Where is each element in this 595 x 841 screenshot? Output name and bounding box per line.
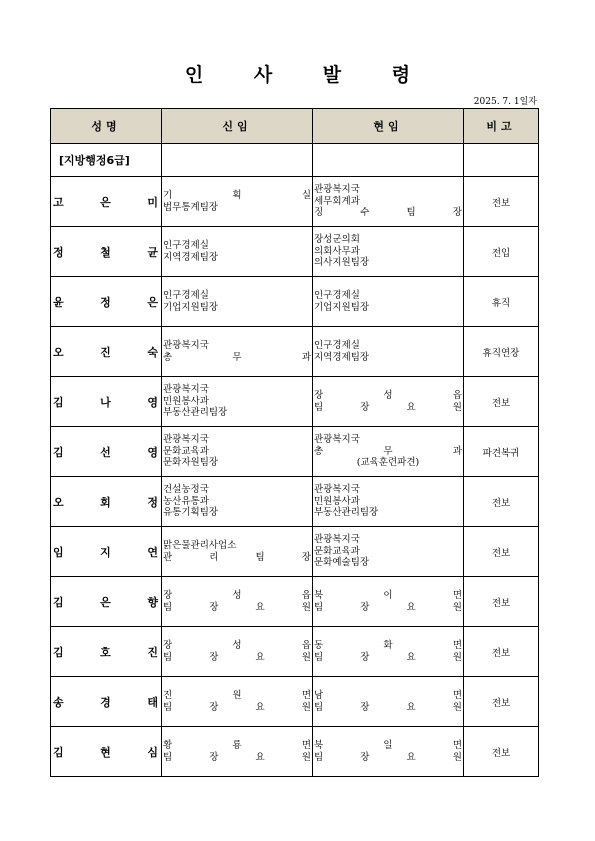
- new-position-line: 팀 장 요 원: [163, 651, 311, 663]
- table-row: [51, 677, 539, 727]
- current-position-line: 팀 장 요 원: [314, 751, 462, 763]
- table-row: [51, 327, 539, 377]
- note-cell: 전보: [464, 527, 539, 577]
- current-position-cell: [313, 377, 464, 427]
- person-name-cell: [51, 577, 162, 627]
- current-position-cell: [313, 677, 464, 727]
- person-name-char: 나: [100, 395, 111, 409]
- note-cell: 전입: [464, 227, 539, 277]
- person-name-char: 은: [147, 295, 158, 309]
- new-position-line: 기 획 실: [163, 190, 311, 201]
- current-position-cell: [313, 727, 464, 777]
- person-name-char: 향: [147, 595, 158, 609]
- new-position-line: 관광복지국: [163, 340, 209, 351]
- person-name-cell: [51, 277, 162, 327]
- note-cell: 휴직연장: [464, 327, 539, 377]
- new-position-line: 팀 장 요 원: [163, 751, 311, 763]
- note-cell: 휴직: [464, 277, 539, 327]
- new-position-line: 인구경제실: [163, 290, 209, 301]
- person-name-cell: [51, 427, 162, 477]
- person-name-char: 지: [100, 545, 111, 559]
- current-position-cell: [313, 227, 464, 277]
- new-position-line: 장 성 읍: [163, 590, 311, 601]
- current-position-line: 의사지원팀장: [314, 257, 370, 269]
- new-position-line: 유통기획팀장: [163, 507, 219, 519]
- person-name-char: 회: [100, 495, 111, 509]
- new-position-line: 기업지원팀장: [163, 301, 219, 313]
- person-name-char: 김: [53, 445, 64, 459]
- person-name-char: 은: [100, 595, 111, 609]
- new-position-line: 관광복지국: [163, 384, 209, 396]
- table-row: [51, 177, 539, 227]
- person-name: [51, 294, 161, 310]
- person-name-cell: [51, 477, 162, 527]
- new-position-line: 문화교육과: [163, 445, 209, 457]
- current-position-cell: [313, 277, 464, 327]
- person-name-char: 영: [147, 445, 158, 459]
- current-position-line: 문화예술팀장: [314, 557, 370, 569]
- current-position-line: 징 수 팀 장: [314, 207, 462, 219]
- person-name-char: 진: [147, 645, 158, 659]
- person-name-char: 정: [147, 495, 158, 509]
- person-name-char: 호: [100, 645, 111, 659]
- current-position-cell: [313, 577, 464, 627]
- table-row: [51, 727, 539, 777]
- person-name-cell: [51, 727, 162, 777]
- current-position-cell: [313, 177, 464, 227]
- person-name-char: 철: [100, 245, 111, 259]
- table-row: [51, 577, 539, 627]
- person-name-cell: [51, 527, 162, 577]
- current-position-line: 기업지원팀장: [314, 301, 370, 313]
- new-position-line: 맑은물관리사업소: [163, 540, 237, 551]
- person-name-char: 오: [53, 345, 64, 359]
- current-position-line: 팀 장 요 원: [314, 401, 462, 413]
- note-cell: 전보: [464, 177, 539, 227]
- note-cell: 전보: [464, 577, 539, 627]
- new-position-line: 관광복지국: [163, 434, 209, 446]
- person-name-char: 미: [147, 195, 158, 209]
- person-name-char: 현: [100, 745, 111, 759]
- person-name-char: 연: [147, 545, 158, 559]
- current-position-line: 북 이 면: [314, 590, 462, 601]
- new-position-line: 황 룡 면: [163, 740, 311, 751]
- current-position-line: 장성군의회: [314, 234, 360, 246]
- new-position-line: 팀 장 요 원: [163, 601, 311, 613]
- person-name-char: 진: [100, 345, 111, 359]
- person-name: [51, 344, 161, 360]
- current-position-line: 관광복지국: [314, 484, 360, 496]
- current-position-cell: [313, 327, 464, 377]
- person-name-cell: [51, 177, 162, 227]
- person-name-char: 김: [53, 645, 64, 659]
- table-row: [51, 227, 539, 277]
- person-name-cell: [51, 377, 162, 427]
- document-title: 인 사 발 령: [184, 64, 433, 86]
- new-position-line: 부동산관리팀장: [163, 407, 228, 419]
- note-cell: 전보: [464, 377, 539, 427]
- current-position-line: 팀 장 요 원: [314, 701, 462, 713]
- person-name: [51, 744, 161, 760]
- current-position-line: 의회사무과: [314, 245, 360, 257]
- new-position-line: 장 성 읍: [163, 640, 311, 651]
- person-name-char: 심: [147, 745, 158, 759]
- new-position-line: 건설농정국: [163, 484, 209, 496]
- new-position-cell: [162, 727, 313, 777]
- new-position-cell: [162, 177, 313, 227]
- person-name-char: 선: [100, 445, 111, 459]
- current-position-line: 문화교육과: [314, 545, 360, 557]
- new-position-line: 농산유통과: [163, 495, 209, 507]
- current-position-line: 지역경제팀장: [314, 351, 370, 363]
- person-name-char: 김: [53, 595, 64, 609]
- person-name-char: 윤: [53, 295, 64, 309]
- person-name-cell: [51, 677, 162, 727]
- current-position-line: 인구경제실: [314, 340, 360, 351]
- person-name: [51, 444, 161, 460]
- person-name: [51, 244, 161, 260]
- person-name-char: 임: [53, 545, 64, 559]
- current-position-line: 관광복지국: [314, 434, 360, 446]
- current-position-line: 북 일 면: [314, 740, 462, 751]
- category-label: [지방행정6급]: [51, 144, 162, 177]
- note-cell: 전보: [464, 677, 539, 727]
- header-name: 성명: [51, 109, 162, 144]
- new-position-cell: [162, 577, 313, 627]
- person-name-char: 영: [147, 395, 158, 409]
- person-name-char: 은: [100, 195, 111, 209]
- person-name-cell: [51, 327, 162, 377]
- current-position-line: 관광복지국: [314, 184, 360, 196]
- new-position-cell: [162, 677, 313, 727]
- table-row: [51, 527, 539, 577]
- new-position-cell: [162, 227, 313, 277]
- person-name-char: 정: [100, 295, 111, 309]
- person-name-char: 김: [53, 395, 64, 409]
- current-position-line: 팀 장 요 원: [314, 651, 462, 663]
- note-cell: 전보: [464, 627, 539, 677]
- table-row: [51, 477, 539, 527]
- header-row: [51, 109, 539, 144]
- note-cell: 전보: [464, 477, 539, 527]
- current-position-cell: [313, 627, 464, 677]
- table-row: [51, 627, 539, 677]
- new-position-cell: [162, 477, 313, 527]
- header-current: 현임: [313, 109, 464, 144]
- new-position-line: 인구경제실: [163, 240, 209, 251]
- new-position-line: 총 무 과: [163, 351, 311, 363]
- new-position-line: 민원봉사과: [163, 395, 209, 407]
- current-position-line: 총 무 과: [314, 445, 462, 457]
- new-position-line: 지역경제팀장: [163, 251, 219, 263]
- new-position-cell: [162, 427, 313, 477]
- issue-date: 2025. 7. 1일자: [473, 97, 537, 107]
- person-name-char: 김: [53, 745, 64, 759]
- person-name: [51, 494, 161, 510]
- current-position-cell: [313, 427, 464, 477]
- person-name-char: 오: [53, 495, 64, 509]
- header-note: 비고: [464, 109, 539, 144]
- person-name: [51, 644, 161, 660]
- new-position-cell: [162, 277, 313, 327]
- new-position-line: 관 리 팀 장: [163, 551, 311, 563]
- current-position-line: 팀 장 요 원: [314, 601, 462, 613]
- person-name-char: 고: [53, 195, 64, 209]
- current-position-cell: [313, 477, 464, 527]
- current-position-line: 남 면: [314, 690, 462, 701]
- note-cell: 전보: [464, 727, 539, 777]
- person-name: [51, 544, 161, 560]
- person-name-cell: [51, 227, 162, 277]
- person-name-cell: [51, 627, 162, 677]
- current-position-line: 관광복지국: [314, 534, 360, 546]
- current-position-line: 세무회계과: [314, 195, 360, 207]
- person-name-char: 송: [53, 695, 64, 709]
- person-name: [51, 694, 161, 710]
- person-name-char: 균: [147, 245, 158, 259]
- new-position-line: 진 원 면: [163, 690, 311, 701]
- person-name: [51, 594, 161, 610]
- new-position-line: 문화자원팀장: [163, 457, 219, 469]
- new-position-line: 팀 장 요 원: [163, 701, 311, 713]
- person-name-char: 숙: [147, 345, 158, 359]
- current-position-cell: [313, 527, 464, 577]
- current-position-line: 동 화 면: [314, 640, 462, 651]
- table-row: [51, 377, 539, 427]
- current-position-line: 인구경제실: [314, 290, 360, 301]
- personnel-table: [50, 108, 539, 777]
- header-new: 신임: [162, 109, 313, 144]
- current-position-line: 부동산관리팀장: [314, 507, 379, 519]
- note-cell: 파견복귀: [464, 427, 539, 477]
- person-name-char: 태: [147, 695, 158, 709]
- person-name: [51, 394, 161, 410]
- category-row: [51, 144, 539, 177]
- current-position-line: 민원봉사과: [314, 495, 360, 507]
- table-row: [51, 277, 539, 327]
- current-position-line: 장 성 읍: [314, 390, 462, 401]
- new-position-cell: [162, 377, 313, 427]
- person-name: [51, 194, 161, 210]
- person-name-char: 경: [100, 695, 111, 709]
- current-position-line: (교육훈련파견): [356, 457, 420, 469]
- new-position-cell: [162, 527, 313, 577]
- new-position-cell: [162, 327, 313, 377]
- person-name-char: 정: [53, 245, 64, 259]
- table-row: [51, 427, 539, 477]
- new-position-cell: [162, 627, 313, 677]
- new-position-line: 법무통계팀장: [163, 201, 219, 213]
